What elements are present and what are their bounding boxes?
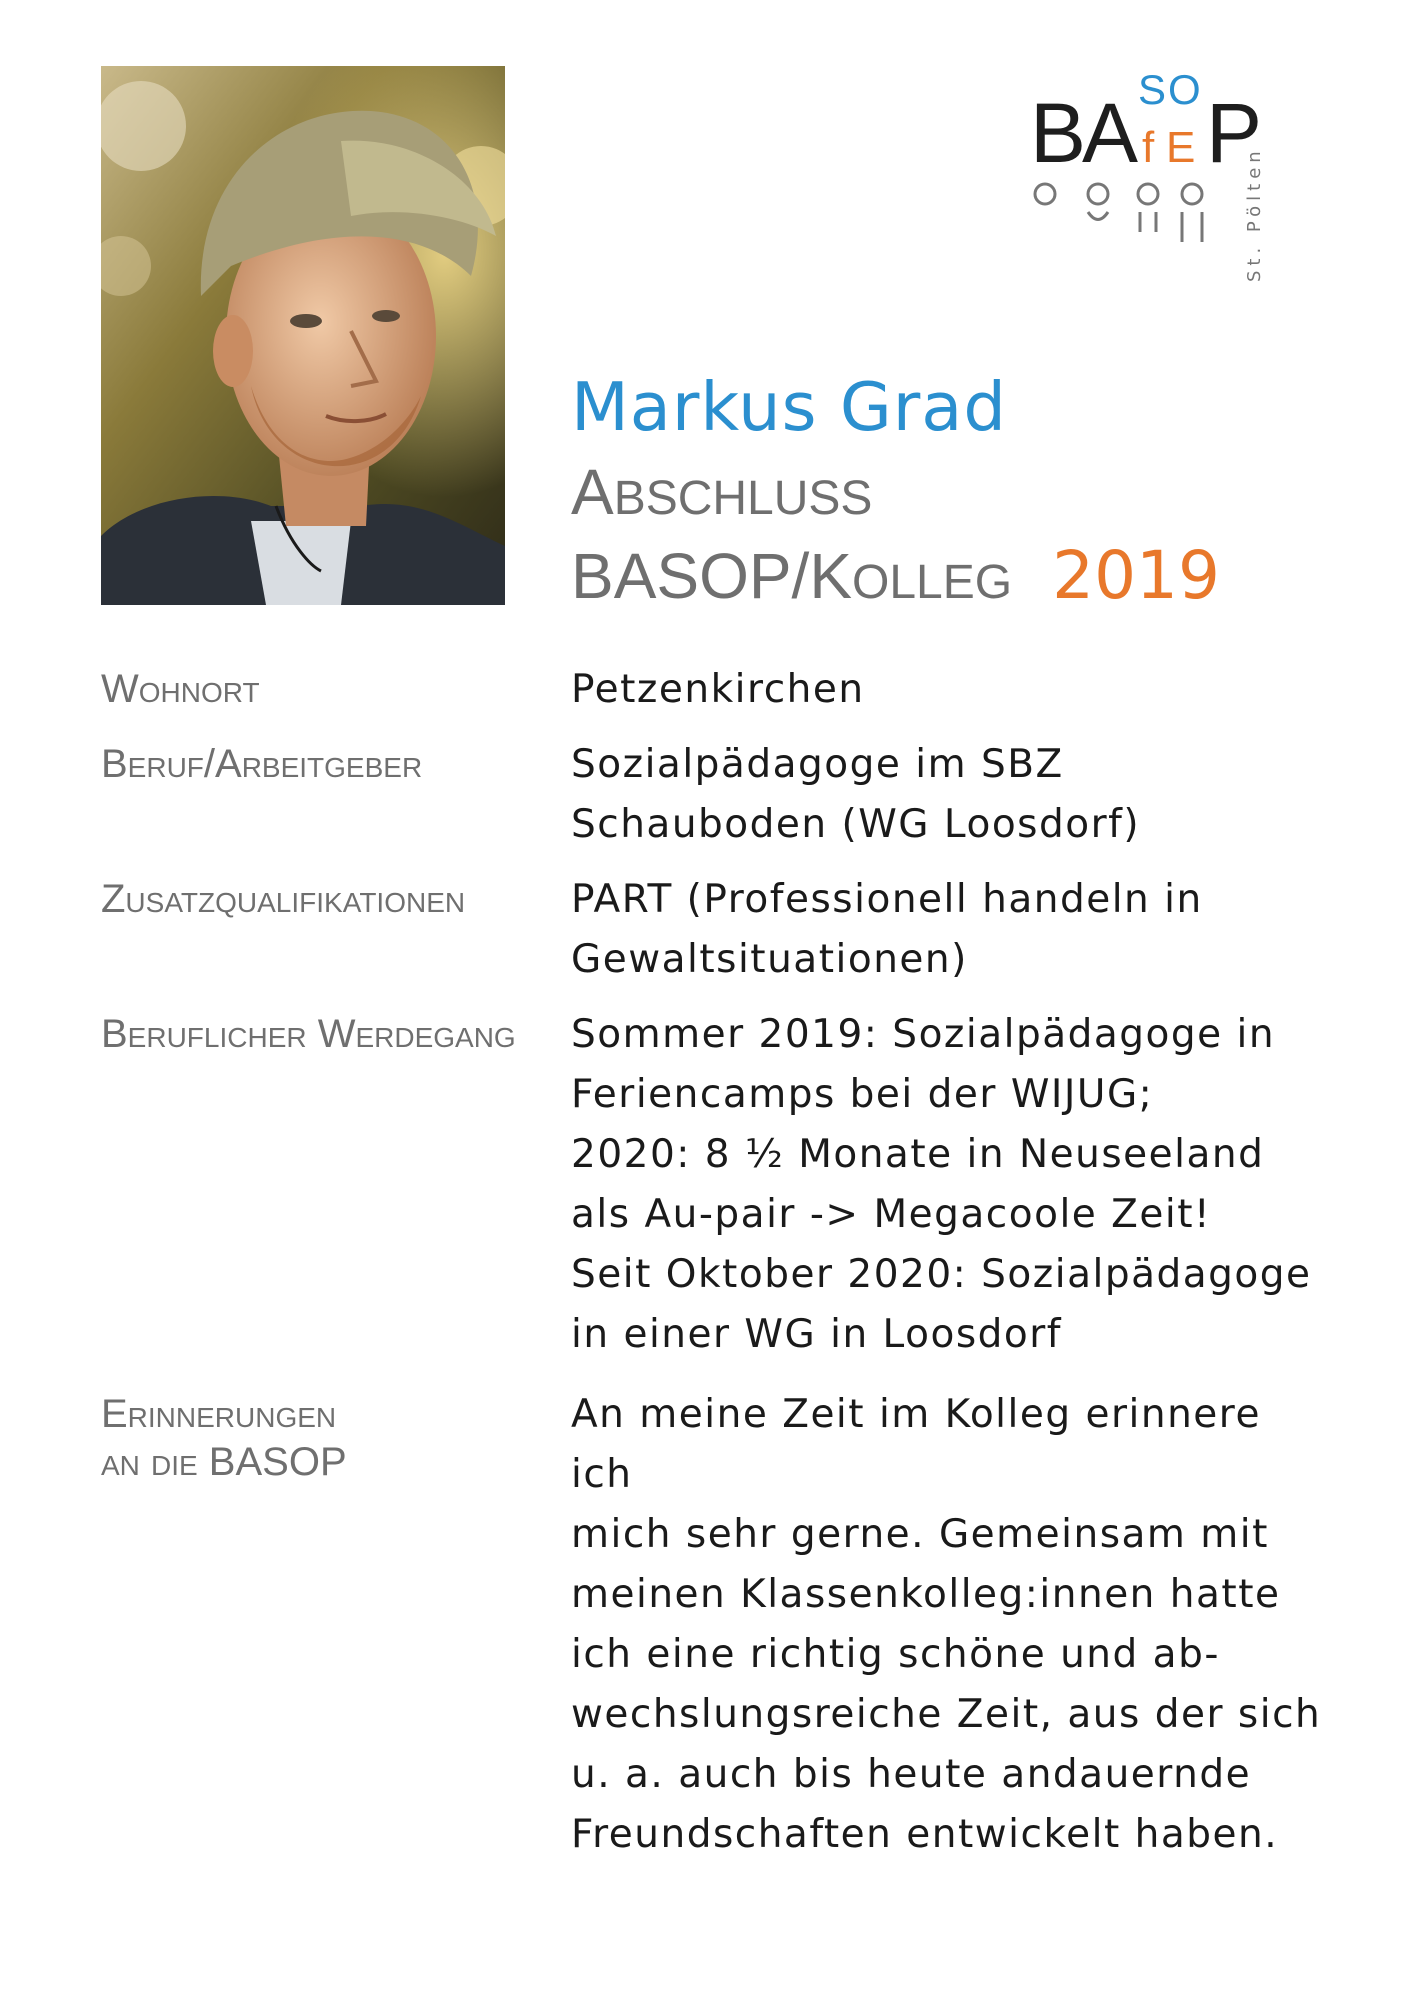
heading-cap: A xyxy=(571,456,614,528)
program-a: BASOP/K xyxy=(571,540,852,612)
label-werdegang: Beruflicher Werdegang xyxy=(101,1012,516,1056)
logo-letter-p: P xyxy=(1206,86,1263,180)
logo-letter-b: B xyxy=(1030,86,1087,180)
program-heading xyxy=(571,537,1220,614)
person-name: Markus Grad xyxy=(571,368,1007,446)
label-erinnerungen: Erinnerungen an die BASOP xyxy=(101,1392,347,1484)
value-wohnort: Petzenkirchen xyxy=(571,667,865,712)
label-zusatzqualifikationen: Zusatzqualifikationen xyxy=(101,877,466,921)
program-b: OLLEG xyxy=(852,556,1013,609)
basop-logo xyxy=(1030,62,1270,292)
value-werdegang: Sommer 2019: Sozialpädagoge in Feriencamps bei der WIJUG; 2020: 8 ½ Monate in Neuseeland als Au-pair -> Megacoole Zeit! Seit Oktober 2020: Sozialpädagoge in einer WG in Loosdorf xyxy=(571,1012,1312,1357)
logo-place: St. Pölten xyxy=(1244,146,1265,282)
logo-letter-e: E xyxy=(1166,123,1196,172)
value-erinnerungen: An meine Zeit im Kolleg erinnere ich mich sehr gerne. Gemeinsam mit meinen Klassenkolleg:innen hatte ich eine richtig schöne und ab- wechslungsreiche Zeit, aus der sich u. a. auch bis heute andauernde Freundschaften entwickelt haben. xyxy=(571,1392,1322,1857)
logo-letter-a: A xyxy=(1082,86,1139,180)
graduation-heading xyxy=(571,455,872,529)
graduation-year: 2019 xyxy=(1052,537,1221,614)
logo-dots-icon xyxy=(1035,184,1202,242)
value-zusatzqualifikationen: PART (Professionell handeln in Gewaltsituationen) xyxy=(571,877,1203,982)
portrait-photo xyxy=(101,66,505,605)
heading-rest: BSCHLUSS xyxy=(613,472,873,525)
logo-letter-s: S xyxy=(1138,66,1167,113)
label-wohnort: Wohnort xyxy=(101,667,260,711)
label-beruf: Beruf/Arbeitgeber xyxy=(101,742,423,786)
logo-letter-o: O xyxy=(1168,66,1201,113)
logo-letter-f: f xyxy=(1142,123,1155,172)
value-beruf: Sozialpädagoge im SBZ Schauboden (WG Loosdorf) xyxy=(571,742,1141,847)
